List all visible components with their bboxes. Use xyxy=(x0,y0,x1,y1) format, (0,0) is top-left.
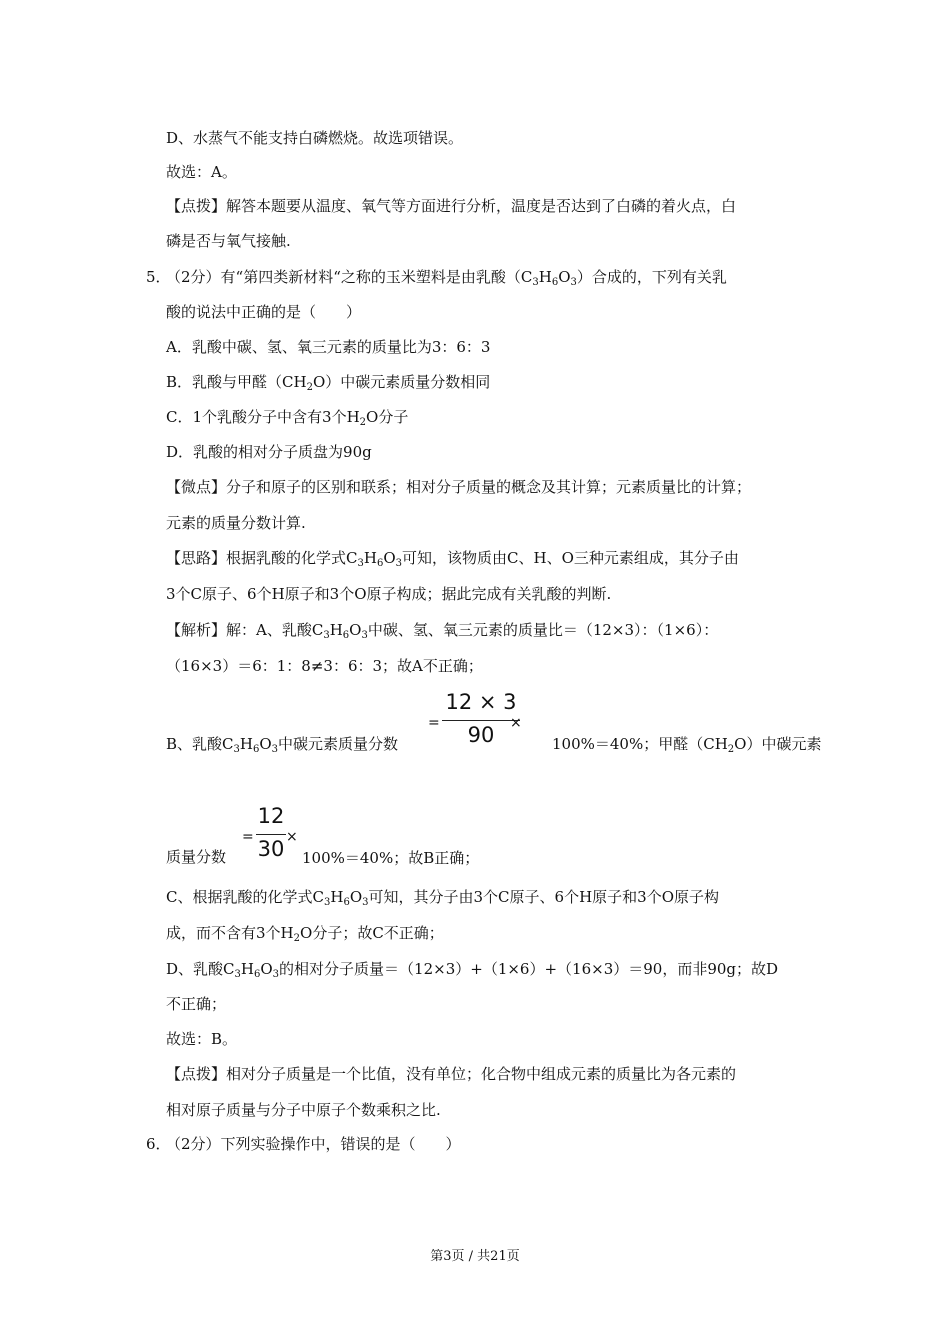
fraction-bar xyxy=(256,834,286,835)
key-points: 【微点】分子和原子的区别和联系；相对分子质量的概念及其计算；元素质量比的计算； xyxy=(166,478,752,496)
times-sign: × xyxy=(510,715,522,731)
tip-text-5-cont: 相对原子质量与分子中原子个数乘积之比. xyxy=(166,1101,441,1119)
fraction-numerator: 12 × 3 xyxy=(445,690,517,714)
answer-choice-5: 故选：B。 xyxy=(166,1030,238,1048)
analysis-c-text: C、根据乳酸的化学式$C_3H_6O_3$可知，其分子由3个C原子、6个H原子和3个O原子构 xyxy=(166,888,719,908)
answer-choice: 故选：A。 xyxy=(166,163,237,181)
question-5-stem-cont: 酸的说法中正确的是（ ） xyxy=(166,303,362,321)
question-number-6: 6． xyxy=(146,1135,171,1153)
fraction-denominator: 30 xyxy=(257,837,285,861)
option-c: C．1个乳酸分子中含有3个$H_2O$分子 xyxy=(166,408,409,428)
analysis-text: 【解析】解：A、乳酸$C_3H_6O_3$中碳、氢、氧三元素的质量比＝（12×3）：（1×6）： xyxy=(166,621,719,641)
tip-text: 【点拨】解答本题要从温度、氧气等方面进行分析，温度是否达到了白磷的着火点，白 xyxy=(166,197,737,215)
times-sign: × xyxy=(286,829,298,845)
equals-sign: = xyxy=(242,829,254,845)
analysis-c-text-cont: 成，而不含有3个$H_2O$分子；故C不正确； xyxy=(166,924,444,944)
tip-text-cont: 磷是否与氧气接触. xyxy=(166,232,291,250)
question-number-5: 5． xyxy=(146,268,171,286)
analysis-d-text: D、乳酸$C_3H_6O_3$的相对分子质量＝（12×3）+（1×6）+（16×3）＝90，而非90g；故D xyxy=(166,960,779,980)
fraction-carbon-lactic xyxy=(426,690,526,750)
fraction-bar xyxy=(442,720,520,721)
option-a: A．乳酸中碳、氢、氧三元素的质量比为3：6：3 xyxy=(166,338,491,356)
mass-fraction-result: 100%＝40%；故B正确； xyxy=(302,849,480,867)
option-d: D．乳酸的相对分子质盘为90g xyxy=(166,443,372,461)
option-b: B．乳酸与甲醛$(CH_2O)$中碳元素质量分数相同 xyxy=(166,373,491,393)
approach-text: 【思路】根据乳酸的化学式$C_3H_6O_3$可知，该物质由C、H、O三种元素组成，其分子由 xyxy=(166,549,739,569)
analysis-b-text-cont: 100%＝40%；甲醛$(CH_2O)$中碳元素 xyxy=(552,735,822,755)
analysis-text-cont: （16×3）＝6：1：8≠3：6：3；故A不正确； xyxy=(166,657,483,675)
fraction-carbon-formaldehyde xyxy=(240,804,310,864)
approach-text-cont: 3个C原子、6个H原子和3个O原子构成；据此完成有关乳酸的判断. xyxy=(166,585,612,603)
fraction-denominator: 90 xyxy=(467,723,495,747)
answer-text-d: D、水蒸气不能支持白磷燃烧。故选项错误。 xyxy=(166,129,464,147)
page-footer: 第3页 / 共21页 xyxy=(430,1249,520,1264)
analysis-b-text: B、乳酸$C_3H_6O_3$中碳元素质量分数 xyxy=(166,735,399,755)
key-points-cont: 元素的质量分数计算. xyxy=(166,514,306,532)
mass-fraction-label: 质量分数 xyxy=(166,848,227,866)
analysis-d-text-cont: 不正确； xyxy=(166,995,227,1013)
tip-text-5: 【点拨】相对分子质量是一个比值，没有单位；化合物中组成元素的质量比为各元素的 xyxy=(166,1065,737,1083)
question-6-stem: （2分）下列实验操作中，错误的是（ ） xyxy=(166,1135,461,1153)
equals-sign: = xyxy=(428,715,440,731)
fraction-numerator: 12 xyxy=(257,804,285,828)
question-5-stem: （2分）有“第四类新材料“之称的玉米塑料是由乳酸$(C_3H_6O_3)$合成的，下列有关乳 xyxy=(166,268,727,288)
